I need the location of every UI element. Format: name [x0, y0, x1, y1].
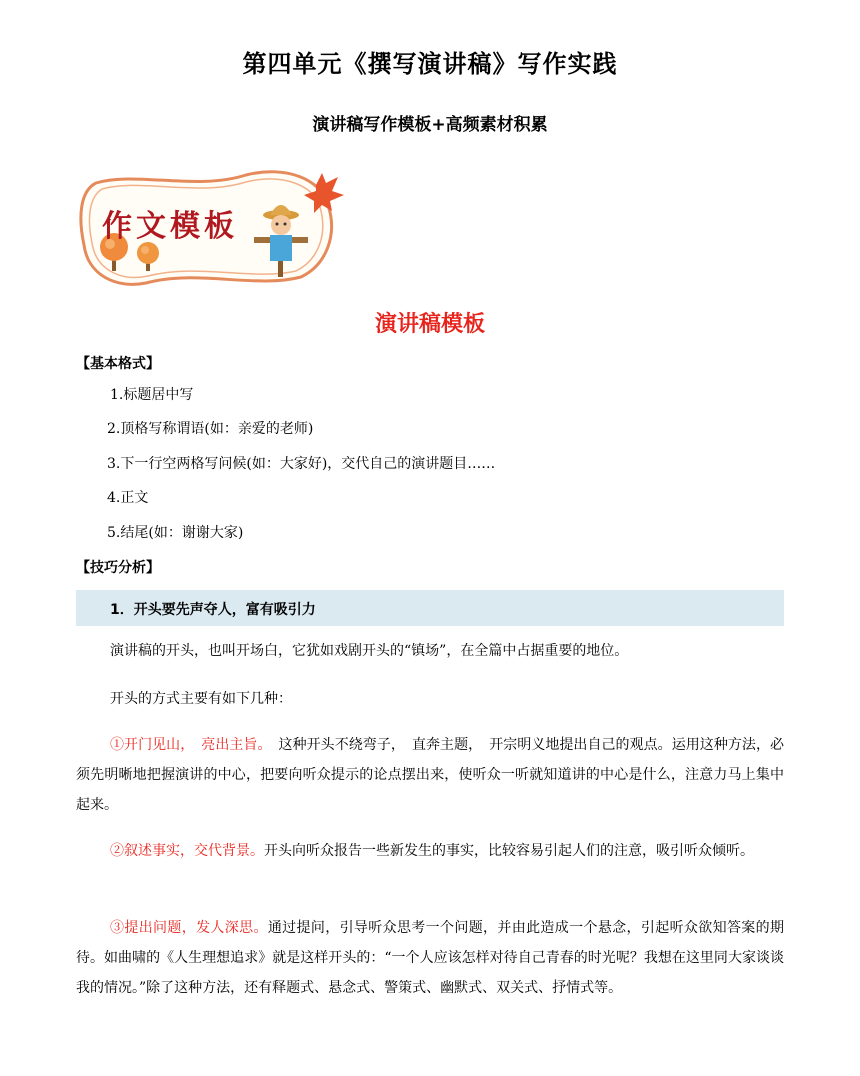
- format-item: 4.正文: [107, 490, 149, 506]
- method-text: 开头向听众报告一些新发生的事实，比较容易引起人们的注意，吸引听众倾听。: [264, 843, 754, 859]
- format-item: 1.标题居中写: [110, 387, 194, 403]
- method-text: 通过提问，引导听众思考一个问题，并由此造成一个悬念，引起听众欲知答案的期待。如曲啸的《人生理想追求》就是这样开头的：“一个人应该怎样对待自己青春的时光呢？我想在这里同大家谈谈我的情况。”除了这种方法，还有释题式、悬念式、警策式、幽默式、双关式、抒情式等。: [76, 920, 784, 996]
- method-label: ②叙述事实，交代背景。: [110, 843, 264, 859]
- tip-bar-label: 1．开头要先声夺人，富有吸引力: [110, 602, 316, 618]
- essay-template-banner: [76, 165, 346, 290]
- method-text: 这种开头不绕弯子， 直奔主题， 开宗明义地提出自己的观点。运用这种方法，必须先明晰地把握演讲的中心，把要向听众提示的论点摆出来，使听众一听就知道讲的中心是什么，注意力马上集中起来。: [76, 737, 785, 813]
- page-title: 第四单元《撰写演讲稿》写作实践: [242, 50, 618, 78]
- page-subtitle: 演讲稿写作模板+高频素材积累: [312, 115, 548, 135]
- methods-intro-paragraph: 开头的方式主要有如下几种：: [110, 691, 292, 707]
- intro-paragraph: 演讲稿的开头，也叫开场白，它犹如戏剧开头的“镇场”，在全篇中占据重要的地位。: [110, 643, 629, 659]
- method-paragraph: [76, 836, 784, 866]
- method-label: ①开门见山， 亮出主旨。: [110, 737, 265, 753]
- banner-text: 作文模板: [102, 209, 238, 244]
- format-item: 2.顶格写称谓语(如：亲爱的老师): [107, 421, 314, 437]
- tip-bar: [76, 590, 784, 626]
- technique-heading: 【技巧分析】: [76, 560, 160, 576]
- method-label: ③提出问题，发人深思。: [110, 920, 268, 936]
- format-item: 5.结尾(如：谢谢大家): [107, 525, 244, 541]
- section-heading: 演讲稿模板: [374, 312, 485, 337]
- method-paragraph: [76, 913, 784, 1003]
- basic-format-heading: 【基本格式】: [76, 356, 160, 372]
- method-paragraph: [76, 730, 784, 820]
- format-item: 3.下一行空两格写问候(如：大家好)，交代自己的演讲题目……: [107, 456, 496, 472]
